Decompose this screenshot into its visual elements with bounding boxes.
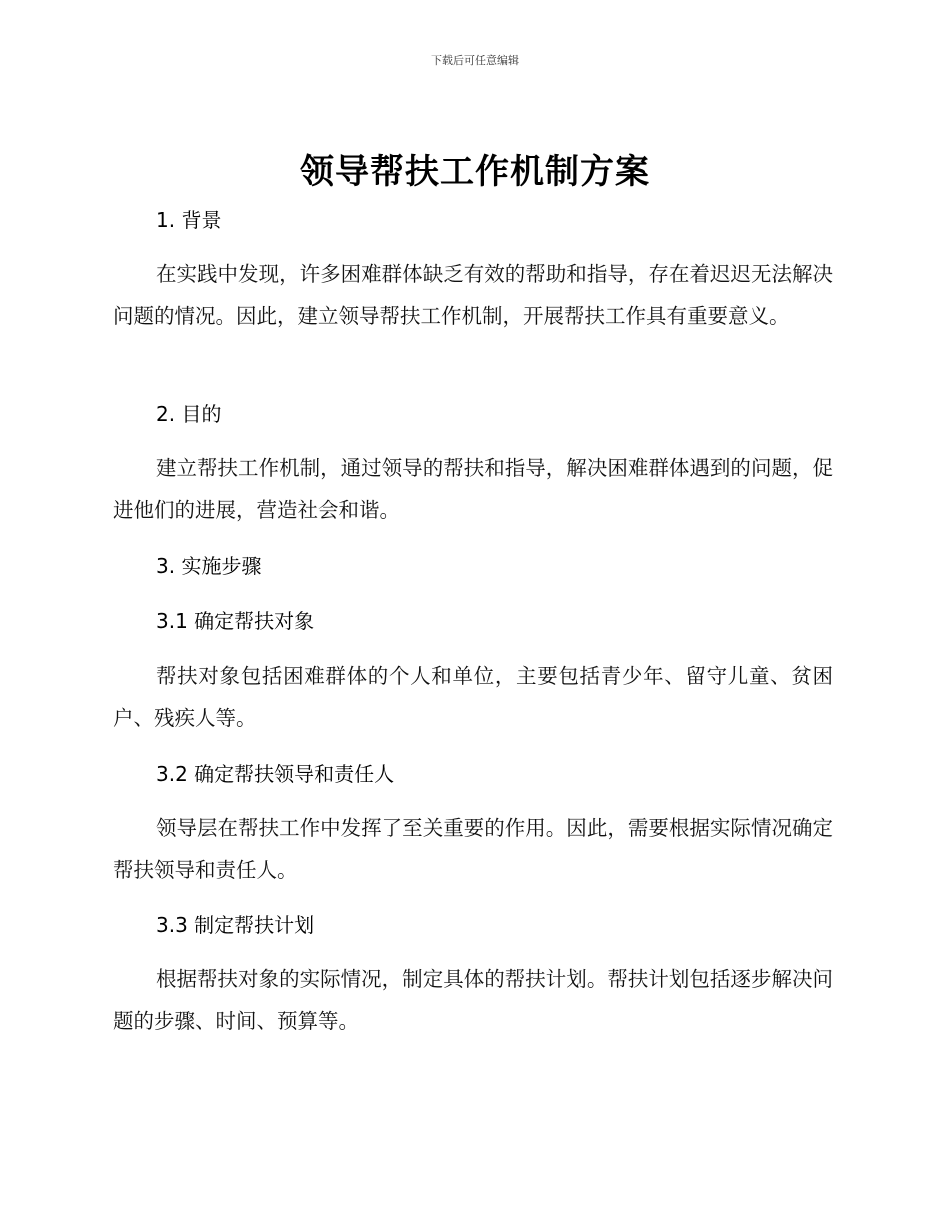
- section-heading-purpose: 2. 目的: [156, 402, 222, 426]
- section-paragraph-background: 在实践中发现，许多困难群体缺乏有效的帮助和指导，存在着迟迟无法解决问题的情况。因此，建立领导帮扶工作机制，开展帮扶工作具有重要意义。: [113, 262, 833, 328]
- section-paragraph-leaders: 领导层在帮扶工作中发挥了至关重要的作用。因此，需要根据实际情况确定帮扶领导和责任人。: [113, 816, 833, 882]
- header-note: 下载后可任意编辑: [431, 54, 519, 67]
- section-paragraph-purpose: 建立帮扶工作机制，通过领导的帮扶和指导，解决困难群体遇到的问题，促进他们的进展，营造社会和谐。: [113, 456, 833, 522]
- section-heading-steps: 3. 实施步骤: [156, 554, 262, 578]
- section-heading-targets: 3.1 确定帮扶对象: [156, 609, 315, 633]
- page-title: 领导帮扶工作机制方案: [300, 152, 650, 192]
- section-heading-plan: 3.3 制定帮扶计划: [156, 913, 315, 937]
- section-heading-leaders: 3.2 确定帮扶领导和责任人: [156, 762, 395, 786]
- section-heading-background: 1. 背景: [156, 208, 222, 232]
- section-paragraph-plan: 根据帮扶对象的实际情况，制定具体的帮扶计划。帮扶计划包括逐步解决问题的步骤、时间、预算等。: [113, 967, 833, 1033]
- section-paragraph-targets: 帮扶对象包括困难群体的个人和单位，主要包括青少年、留守儿童、贫困户、残疾人等。: [113, 664, 833, 730]
